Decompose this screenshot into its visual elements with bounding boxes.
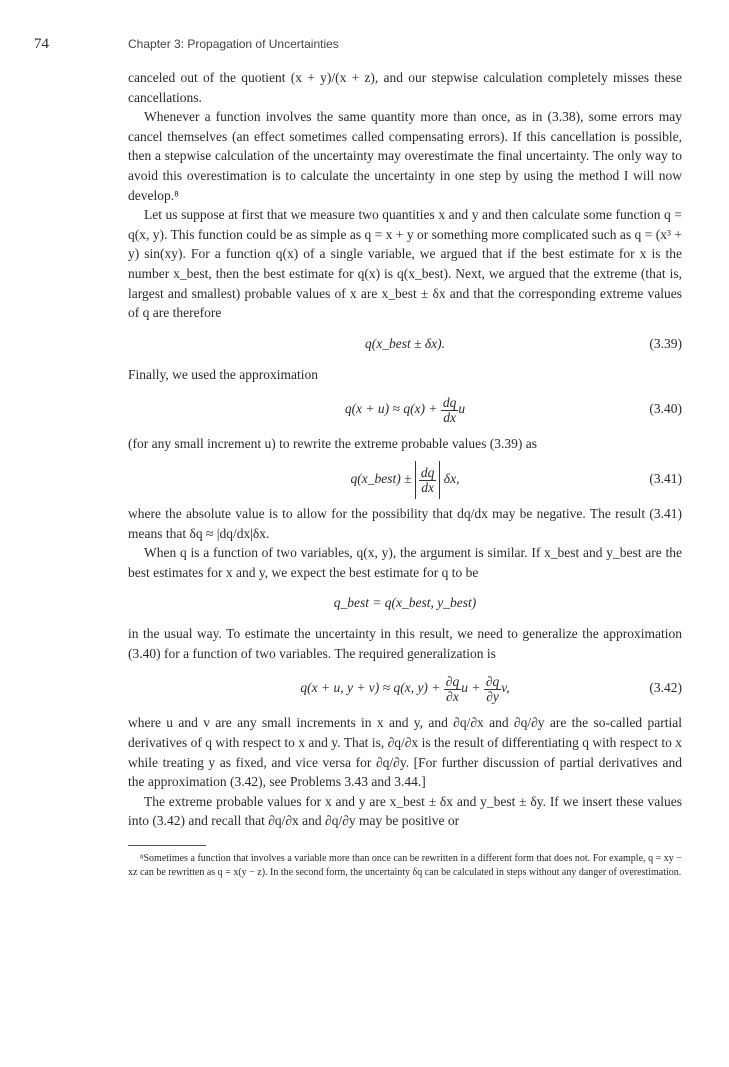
footnote	[128, 852, 682, 879]
paragraph-3: Let us suppose at first that we measure two quantities x and y and then calculate some function q = q(x, y). This function could be as simple as q = x + y or something more complicated such as q = (x³ + y) sin(xy). For a function q(x) of a single variable, we argued that if the best estimate for x is the number x_best, then the best estimate for q(x) is q(x_best). Next, we argued that the extreme (that is, largest and smallest) probable values of x are x_best ± δx and that the corresponding extreme values of q are therefore	[128, 207, 682, 321]
paragraph-10: The extreme probable values for x and y are x_best ± δx and y_best ± δy. If we insert these values into (3.42) and recall that ∂q/∂x and ∂q/∂y may be positive or	[128, 793, 682, 829]
page-body	[128, 68, 682, 879]
paragraph-7: When q is a function of two variables, q(x, y), the argument is similar. If x_best and y_best are the best estimates for x and y, we expect the best estimate for q to be	[128, 545, 682, 580]
equation-3-39-number: (3.39)	[649, 335, 682, 351]
absolute-value: $\frac{dq}{dx}$	[415, 461, 441, 499]
equation-3-40-number: (3.40)	[649, 401, 682, 417]
equation-q-best	[128, 588, 682, 618]
page-number: 74	[34, 36, 49, 52]
paragraph-8: in the usual way. To estimate the uncertainty in this result, we need to generalize the approximation (3.40) for a function of two variables. The required generalization is	[128, 626, 682, 661]
equation-3-39-expr: q(x_best ± δx).	[364, 335, 446, 351]
equation-3-40-derivative: $\frac{dq}{dx}$	[442, 394, 457, 425]
equation-3-40-lhs: q(x + u) ≈ q(x) +	[344, 401, 441, 417]
equation-q-best-expr: q_best = q(x_best, y_best)	[333, 595, 477, 611]
equation-3-42-number: (3.42)	[649, 680, 682, 696]
paragraph-1: canceled out of the quotient (x + y)/(x + z), and our stepwise calculation completely misses these cancellations.	[128, 70, 682, 105]
paragraph-9: where u and v are any small increments in x and y, and ∂q/∂x and ∂q/∂y are the so-called partial derivatives of q with respect to x and y. That is, ∂q/∂x is the result of differentiating q with respect to x while treating y as fixed, and vice versa for ∂q/∂y. [For further discussion of partial derivatives and the approximation (3.42), see Problems 3.43 and 3.44.]	[128, 715, 682, 790]
equation-3-42-lhs: q(x + u, y + v) ≈ q(x, y) +	[300, 680, 444, 696]
paragraph-4: Finally, we used the approximation	[128, 366, 318, 382]
equation-3-39	[128, 329, 682, 359]
equation-3-42: q(x + u, y + v) ≈ q(x, y) + $\frac{\partial q}{\partial x}$ u + $\frac{\partial q}{\partial y}$ v, (3.42)	[128, 669, 682, 707]
footnote-8: ⁸Sometimes a function that involves a variable more than once can be rewritten in a different form that does not. For example, q = xy − xz can be rewritten as q = x(y − z). In the second form, the uncertainty δq can be calculated in steps without any danger of overestimation.	[128, 853, 682, 878]
equation-3-40: q(x + u) ≈ q(x) + $\frac{dq}{dx}$ u (3.40)	[128, 390, 682, 428]
equation-3-41: q(x_best) ± $\frac{dq}{dx}$ δx, (3.41)	[128, 460, 682, 498]
paragraph-2: Whenever a function involves the same quantity more than once, as in (3.38), some errors may cancel themselves (an effect sometimes called compensating errors). If this cancellation is possible, then a stepwise calculation of the uncertainty may overestimate the final uncertainty. The only way to avoid this overestimation is to calculate the uncertainty in one step by using the method I will now develop.⁸	[128, 109, 682, 203]
paragraph-5: (for any small increment u) to rewrite the extreme probable values (3.39) as	[128, 436, 537, 452]
footnote-rule	[128, 845, 206, 846]
equation-3-41-number: (3.41)	[649, 470, 682, 486]
running-head: Chapter 3: Propagation of Uncertainties	[128, 37, 339, 51]
paragraph-6: where the absolute value is to allow for the possibility that dq/dx may be negative. The result (3.41) means that δq ≈ |dq/dx|δx.	[128, 505, 682, 541]
equation-3-41-lhs: q(x_best) ±	[350, 470, 415, 486]
